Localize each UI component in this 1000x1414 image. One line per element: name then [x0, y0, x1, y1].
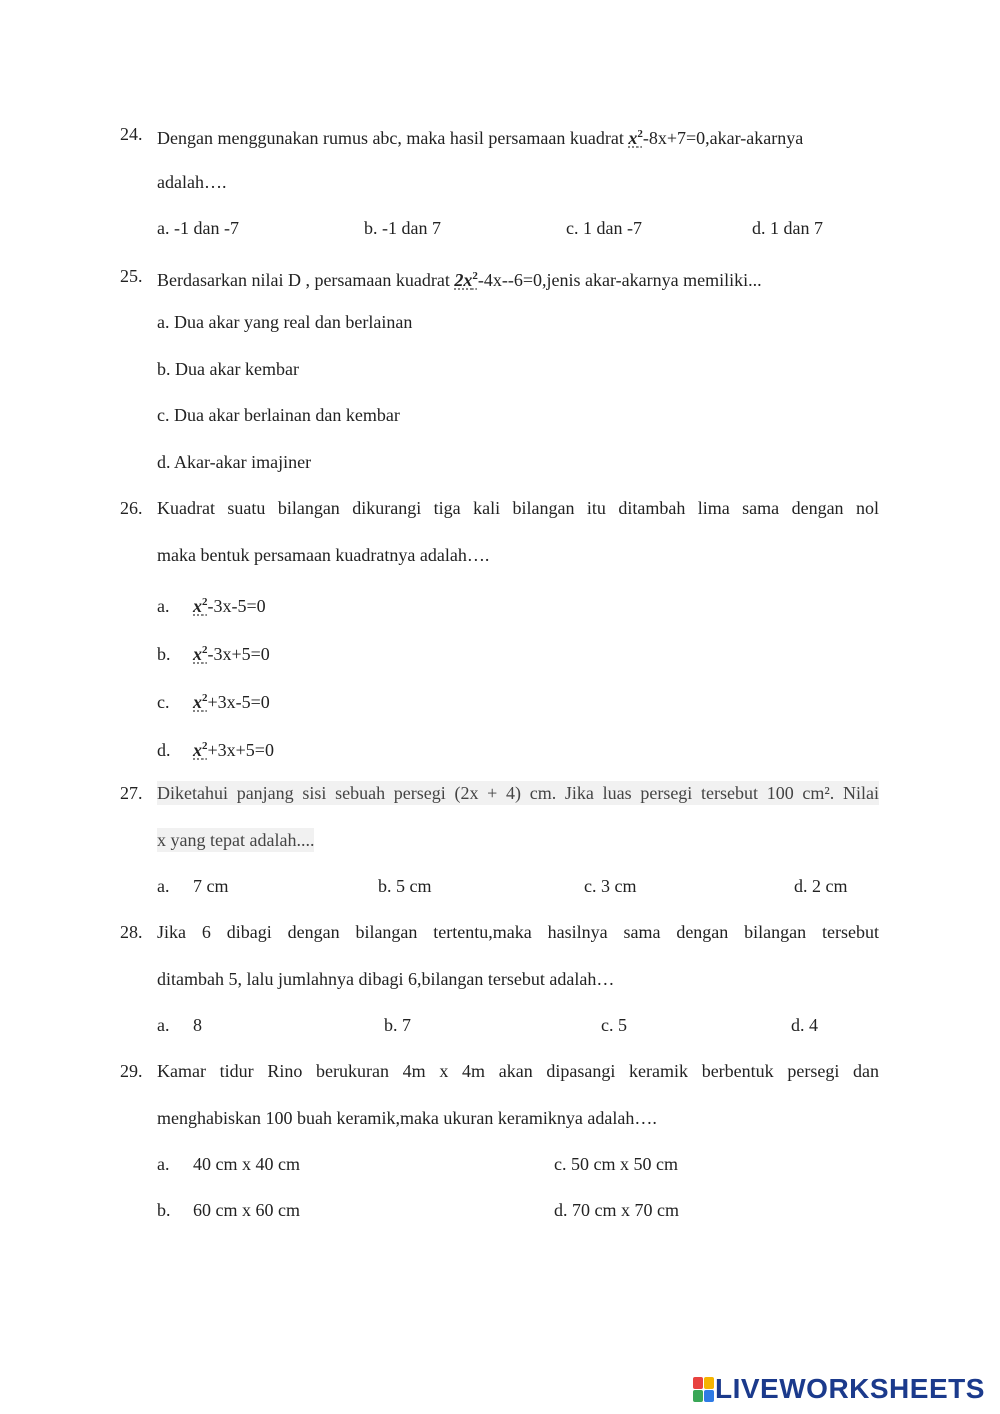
question-28-text-cont: ditambah 5, lalu jumlahnya dibagi 6,bilangan tersebut adalah…	[157, 969, 615, 989]
question-25-text: Berdasarkan nilai D , persamaan kuadrat $2x^2-4x--6=0,jenis$ akar-akarnya memiliki...	[157, 270, 762, 290]
option-24-d[interactable]: d. 1 dan 7	[752, 218, 823, 238]
question-26-text: Kuadrat suatu bilangan dikurangi tiga kali bilangan itu ditambah lima sama dengan nol	[157, 498, 879, 518]
option-29-a[interactable]: a. 40 cm x 40 cm	[157, 1154, 300, 1174]
logo-grid-icon	[693, 1377, 713, 1401]
option-letter: d.	[157, 740, 171, 760]
option-27-d[interactable]: d. 2 cm	[794, 876, 848, 896]
option-28-c[interactable]: c. 5	[601, 1015, 627, 1035]
liveworksheets-logo	[693, 1374, 985, 1404]
question-24-text: Dengan menggunakan rumus abc, maka hasil persamaan kuadrat $x^2-8x+7=0,akar$-akarnya	[157, 128, 804, 148]
math-expression: $x^2$	[193, 644, 208, 664]
question-27-text-cont: x yang tepat adalah....	[157, 830, 315, 850]
option-25-b[interactable]: b. Dua akar kembar	[157, 359, 299, 379]
option-27-a[interactable]: a. 7 cm	[157, 876, 229, 896]
question-25-number: 25.	[120, 266, 143, 286]
question-28-text: Jika 6 dibagi dengan bilangan tertentu,maka hasilnya sama dengan bilangan tersebut	[157, 922, 879, 942]
option-29-d[interactable]: d. 70 cm x 70 cm	[554, 1200, 679, 1220]
option-28-d[interactable]: d. 4	[791, 1015, 818, 1035]
option-25-c[interactable]: c. Dua akar berlainan dan kembar	[157, 405, 400, 425]
option-letter: a.	[157, 1154, 170, 1174]
option-25-d[interactable]: d. Akar-akar imajiner	[157, 452, 312, 472]
logo-text: LIVEWORKSHEETS	[715, 1373, 985, 1404]
question-27-text: Diketahui panjang sisi sebuah persegi (2x + 4) cm. Jika luas persegi tersebut 100 cm². Nilai	[157, 783, 879, 803]
option-28-a[interactable]: a. 8	[157, 1015, 202, 1035]
math-expression: $x^2$	[193, 740, 208, 760]
option-letter: a.	[157, 596, 170, 616]
question-26-number: 26.	[120, 498, 143, 518]
question-29-text: Kamar tidur Rino berukuran 4m x 4m akan dipasangi keramik berbentuk persegi dan	[157, 1061, 879, 1081]
option-24-b[interactable]: b. -1 dan 7	[364, 218, 441, 238]
math-expression: $2x^2$	[454, 270, 478, 290]
math-expression: $x^2$	[193, 596, 208, 616]
option-29-b[interactable]: b. 60 cm x 60 cm	[157, 1200, 300, 1220]
option-27-b[interactable]: b. 5 cm	[378, 876, 432, 896]
option-24-c[interactable]: c. 1 dan -7	[566, 218, 642, 238]
option-24-a[interactable]: a. -1 dan -7	[157, 218, 239, 238]
option-28-b[interactable]: b. 7	[384, 1015, 411, 1035]
option-27-c[interactable]: c. 3 cm	[584, 876, 637, 896]
question-28-number: 28.	[120, 922, 143, 942]
question-24-text-cont: adalah….	[157, 172, 227, 192]
option-26-c[interactable]: c. $x^2+3x-5=0$	[157, 692, 270, 712]
option-26-d[interactable]: d. $x^2+3x+5=0$	[157, 740, 274, 760]
question-29-text-cont: menghabiskan 100 buah keramik,maka ukuran keramiknya adalah….	[157, 1108, 657, 1128]
option-29-c[interactable]: c. 50 cm x 50 cm	[554, 1154, 678, 1174]
option-26-a[interactable]: a. $x^2-3x-5=0$	[157, 596, 266, 616]
math-expression: $x^2$	[193, 692, 208, 712]
question-26-text-cont: maka bentuk persamaan kuadratnya adalah….	[157, 545, 490, 565]
option-letter: c.	[157, 692, 170, 712]
option-letter: b.	[157, 1200, 171, 1220]
question-24-number: 24.	[120, 124, 143, 144]
question-27-number: 27.	[120, 783, 143, 803]
option-letter: b.	[157, 644, 171, 664]
option-letter: a.	[157, 1015, 170, 1035]
question-29-number: 29.	[120, 1061, 143, 1081]
option-26-b[interactable]: b. $x^2-3x+5=0$	[157, 644, 270, 664]
option-letter: a.	[157, 876, 170, 896]
option-25-a[interactable]: a. Dua akar yang real dan berlainan	[157, 312, 413, 332]
math-expression: $x^2$	[628, 128, 643, 148]
